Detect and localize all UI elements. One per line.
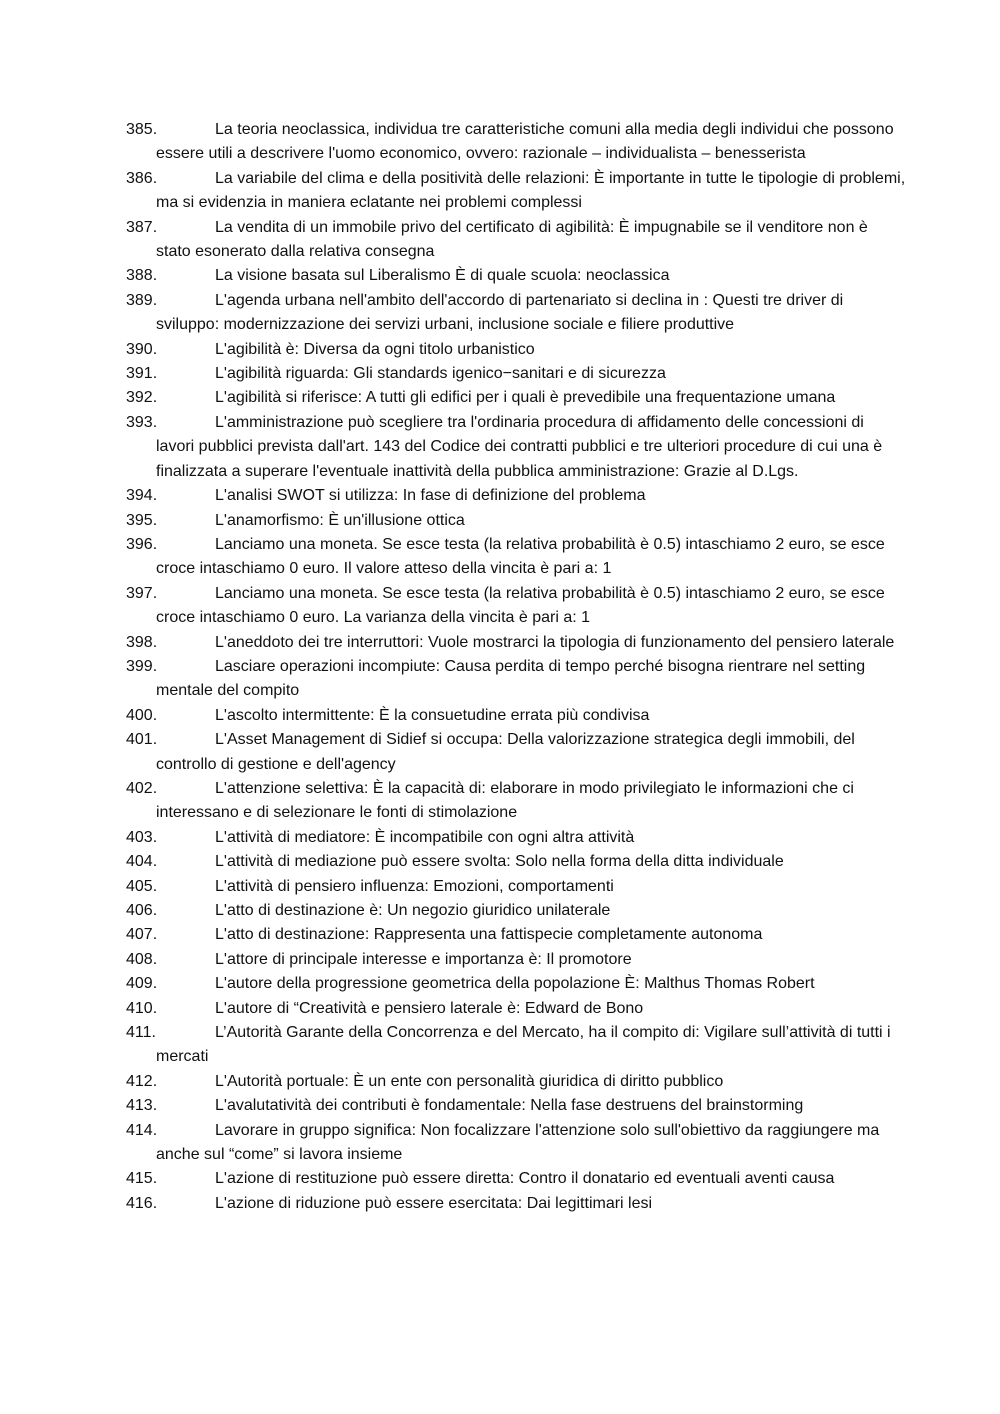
list-item [126, 118, 906, 167]
item-number: 394. [126, 487, 158, 505]
item-text: L'agenda urbana nell'ambito dell'accordo di partenariato si declina in : Questi tre driver di sviluppo: modernizzazione dei servizi urbani, inclusione sociale e filiere produttive [156, 291, 844, 334]
item-text: L'attività di mediatore: È incompatibile con ogni altra attività [215, 828, 635, 846]
item-text: L'avalutatività dei contributi è fondamentale: Nella fase destruens del brainstorming [215, 1097, 804, 1115]
list-item [126, 655, 906, 704]
item-number: 386. [126, 169, 158, 187]
item-text: L'amministrazione può scegliere tra l'ordinaria procedura di affidamento delle concessioni di lavori pubblici prevista dall'art. 143 del Codice dei contratti pubblici e tre ulteriori procedure di cui una è finalizzata a superare l'eventuale inattività della pubblica amministrazione: Grazie al D.Lgs. [156, 413, 883, 480]
item-text: L'autore della progressione geometrica della popolazione È: Malthus Thomas Robert [215, 975, 815, 993]
item-number: 396. [126, 535, 158, 553]
item-number: 402. [126, 779, 158, 797]
item-text: L'atto di destinazione è: Un negozio giuridico unilaterale [215, 902, 611, 919]
item-text: L'agibilità riguarda: Gli standards igenico−sanitari e di sicurezza [215, 365, 666, 383]
item-number: 411. [126, 1024, 156, 1042]
list-item [126, 484, 906, 508]
item-number: 397. [126, 584, 158, 602]
item-text: L'anamorfismo: È un'illusione ottica [215, 511, 465, 529]
item-number: 389. [126, 291, 158, 309]
item-number: 390. [126, 340, 158, 358]
item-number: 414. [126, 1121, 158, 1139]
item-text: L'attività di mediazione può essere svolta: Solo nella forma della ditta individuale [215, 853, 784, 871]
list-item [126, 362, 906, 386]
item-number: 400. [126, 706, 158, 724]
item-number: 387. [126, 218, 158, 236]
item-text: Lavorare in gruppo significa: Non focalizzare l'attenzione solo sull'obiettivo da raggiungere ma anche sul “come” si lavora insieme [156, 1121, 880, 1164]
item-text: L’Autorità Garante della Concorrenza e del Mercato, ha il compito di: Vigilare sull’attività di tutti i mercati [156, 1024, 891, 1066]
item-number: 409. [126, 975, 158, 993]
item-text: La teoria neoclassica, individua tre caratteristiche comuni alla media degli individui che possono essere utili a descrivere l'uomo economico, ovvero: razionale – individualista – benesserista [156, 121, 894, 163]
item-text: L'attore di principale interesse e importanza è: Il promotore [215, 950, 632, 968]
item-number: 388. [126, 267, 158, 285]
item-text: La visione basata sul Liberalismo È di quale scuola: neoclassica [215, 267, 670, 285]
list-item [126, 1167, 906, 1191]
item-number: 404. [126, 853, 158, 871]
list-item [126, 386, 906, 410]
item-text: Lasciare operazioni incompiute: Causa perdita di tempo perché bisogna rientrare nel setting mentale del compito [156, 657, 866, 700]
list-item [126, 875, 906, 899]
list-item [126, 997, 906, 1021]
item-text: La variabile del clima e della positività delle relazioni: È importante in tutte le tipologie di problemi, ma si evidenzia in maniera eclatante nei problemi complessi [156, 169, 906, 212]
item-text: L'azione di restituzione può essere diretta: Contro il donatario ed eventuali aventi causa [215, 1170, 835, 1188]
list-item [126, 533, 906, 582]
list-item [126, 411, 906, 484]
item-number: 405. [126, 877, 158, 895]
document-page [126, 118, 906, 1216]
list-item [126, 631, 906, 655]
item-text: L'agibilità è: Diversa da ogni titolo urbanistico [215, 340, 535, 358]
item-text: L'ascolto intermittente: È la consuetudine errata più condivisa [215, 706, 650, 724]
item-number: 412. [126, 1072, 158, 1090]
item-number: 407. [126, 926, 158, 944]
list-item [126, 509, 906, 533]
item-number: 415. [126, 1170, 158, 1188]
list-item [126, 948, 906, 972]
item-text: L'attenzione selettiva: È la capacità di: elaborare in modo privilegiato le informazioni che ci interessano e di selezionare le fonti di stimolazione [156, 779, 854, 822]
list-item [126, 264, 906, 288]
list-item [126, 850, 906, 874]
item-text: L'agibilità si riferisce: A tutti gli edifici per i quali è prevedibile una frequentazione umana [215, 389, 836, 407]
item-number: 395. [126, 511, 158, 529]
item-number: 399. [126, 657, 158, 675]
item-text: L'aneddoto dei tre interruttori: Vuole mostrarci la tipologia di funzionamento del pensiero laterale [215, 633, 895, 651]
item-text: La vendita di un immobile privo del certificato di agibilità: È impugnabile se il venditore non è stato esonerato dalla relativa consegna [156, 218, 868, 261]
list-item [126, 289, 906, 338]
list-item [126, 1094, 906, 1118]
item-text: Lanciamo una moneta. Se esce testa (la relativa probabilità è 0.5) intaschiamo 2 euro, se esce croce intaschiamo 0 euro. La varianza della vincita è pari a: 1 [156, 584, 885, 627]
item-text: L'azione di riduzione può essere esercitata: Dai legittimari lesi [215, 1194, 653, 1212]
item-number: 416. [126, 1194, 158, 1212]
item-text: L'autore di “Creatività e pensiero laterale è: Edward de Bono [215, 999, 644, 1017]
list-item [126, 216, 906, 265]
item-number: 385. [126, 121, 158, 138]
item-number: 398. [126, 633, 158, 651]
list-item [126, 704, 906, 728]
list-item [126, 923, 906, 947]
item-text: L'Asset Management di Sidief si occupa: Della valorizzazione strategica degli immobili, del controllo di gestione e dell'agency [156, 731, 855, 773]
item-number: 401. [126, 731, 158, 749]
item-text: L'analisi SWOT si utilizza: In fase di definizione del problema [215, 487, 646, 505]
item-text: L'attività di pensiero influenza: Emozioni, comportamenti [215, 877, 614, 895]
list-item [126, 1119, 906, 1168]
item-text: Lanciamo una moneta. Se esce testa (la relativa probabilità è 0.5) intaschiamo 2 euro, se esce croce intaschiamo 0 euro. Il valore atteso della vincita è pari a: 1 [156, 535, 885, 578]
item-text: L'atto di destinazione: Rappresenta una fattispecie completamente autonoma [215, 926, 763, 944]
list-item [126, 1192, 906, 1216]
item-number: 403. [126, 828, 158, 846]
list-item [126, 582, 906, 631]
item-number: 392. [126, 389, 158, 407]
list-item [126, 338, 906, 362]
list-item [126, 899, 906, 923]
list-item [126, 167, 906, 216]
item-text: L'Autorità portuale: È un ente con personalità giuridica di diritto pubblico [215, 1072, 724, 1090]
item-number: 393. [126, 413, 158, 431]
list-item [126, 777, 906, 826]
list-item [126, 728, 906, 777]
item-number: 413. [126, 1097, 158, 1115]
item-number: 406. [126, 902, 158, 919]
item-number: 408. [126, 950, 158, 968]
list-item [126, 1021, 906, 1070]
item-number: 391. [126, 365, 158, 383]
list-item [126, 1070, 906, 1094]
list-item [126, 826, 906, 850]
item-number: 410. [126, 999, 158, 1017]
list-item [126, 972, 906, 996]
